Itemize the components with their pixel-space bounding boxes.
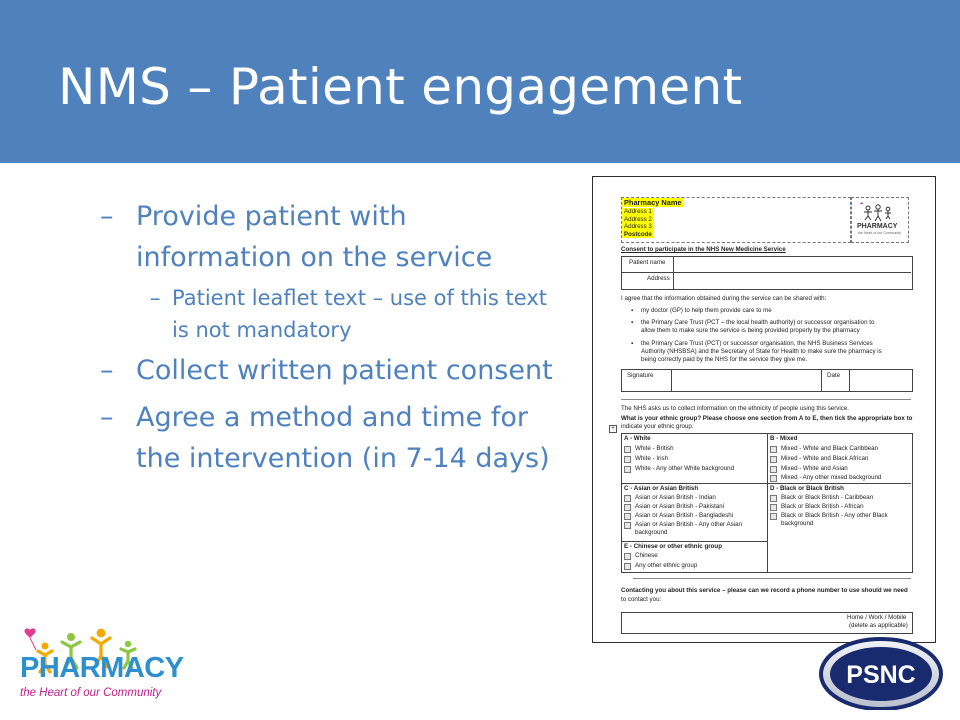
bullet-text: Agree a method and time for the intervention (in 7-14 days) [136, 402, 550, 474]
bullet-dot: ▪ [631, 307, 634, 314]
option-label: Black or Black British - African [781, 503, 864, 510]
option-label: Asian or Asian British - Pakistani [635, 503, 725, 510]
option-label: Asian or Asian British - Any other Asian [635, 521, 742, 528]
option-label: Mixed - White and Asian [781, 465, 848, 472]
mini-logo-tag: the Heart of our Community [858, 231, 901, 235]
date-label: Date [827, 372, 841, 379]
share-item: Authority (NHSBSA) and the Secretary of State for Health to make sure the pharmacy is [641, 348, 882, 355]
group-title: C - Asian or Asian British [624, 485, 699, 492]
signature-box [621, 369, 913, 392]
contact-heading: Contacting you about this service – please can we record a phone number to use should we need [621, 587, 908, 594]
checkbox [770, 456, 777, 463]
column-divider [849, 369, 850, 391]
mini-pharmacy-logo [851, 197, 909, 243]
option-label: Asian or Asian British - Indian [635, 494, 716, 501]
checkbox [770, 466, 777, 473]
psnc-logo-text: PSNC [846, 661, 916, 689]
option-label: Chinese [635, 552, 658, 559]
bullet-list [100, 196, 570, 485]
consent-form-image [592, 176, 936, 643]
option-label: Mixed - Any other mixed background [781, 474, 882, 481]
ethnicity-question: What is your ethnic group? Please choose one section from A to E, then tick the appropriate box to [621, 415, 913, 422]
address-line: Address 1 [624, 208, 652, 215]
checkbox [624, 522, 631, 529]
checkbox [770, 495, 777, 502]
pharmacy-logo-tagline: the Heart of our Community [20, 687, 162, 699]
option-label: Black or Black British - Caribbean [781, 494, 874, 501]
address-label: Address [647, 275, 670, 282]
share-item: my doctor (GP) to help them provide care to me [641, 307, 772, 314]
checkbox [624, 446, 631, 453]
bullet-dot: ▪ [631, 319, 634, 326]
checkbox [770, 513, 777, 520]
patient-name-label: Patient name [629, 259, 666, 266]
checkbox [624, 563, 631, 570]
slide-title: NMS – Patient engagement [58, 58, 743, 116]
bullet-text: Provide patient with information on the service [136, 201, 493, 273]
mini-logo-word: PHARMACY [857, 223, 898, 230]
pharmacy-logo-word: PHARMACY [20, 652, 184, 684]
dash-marker: – [100, 355, 114, 386]
option-label: Mixed - White and Black African [781, 455, 869, 462]
checkbox [624, 466, 631, 473]
pharmacy-name: Pharmacy Name [624, 198, 682, 207]
phone-type-note: (delete as applicable) [849, 622, 908, 629]
sub-bullet-item [100, 282, 570, 346]
group-title: B - Mixed [770, 435, 798, 442]
checkbox [624, 495, 631, 502]
group-title: A - White [624, 435, 651, 442]
column-divider [673, 256, 674, 289]
dash-marker: – [100, 201, 114, 232]
checkbox [770, 504, 777, 511]
column-divider [767, 433, 768, 572]
heart-balloon-icon [25, 628, 36, 638]
agree-text: I agree that the information obtained during the service can be shared with: [621, 295, 827, 302]
option-label: Any other ethnic group [635, 562, 698, 569]
option-label: Asian or Asian British - Bangladeshi [635, 512, 734, 519]
group-title: D - Black or Black British [770, 485, 844, 492]
bullet-item [100, 196, 570, 278]
share-item: the Primary Care Trust (PCT) or successor organisation, the NHS Business Services [641, 340, 873, 347]
column-divider [671, 369, 672, 391]
signature-label: Signature [627, 372, 654, 379]
group-title: E - Chinese or other ethnic group [624, 543, 722, 550]
dash-marker: – [100, 402, 114, 433]
row-divider [621, 483, 911, 484]
share-item: the Primary Care Trust (PCT – the local health authority) or successor organisation to [641, 319, 875, 326]
figures-icon [852, 198, 908, 242]
row-divider [621, 541, 767, 542]
table-move-handle-icon: + [609, 425, 617, 433]
consent-title: Consent to participate in the NHS New Medicine Service [621, 246, 786, 253]
address-line: Address 3 [624, 223, 652, 230]
contact-line2: to contact you: [621, 596, 662, 603]
psnc-logo [818, 636, 944, 710]
bullet-item [100, 350, 570, 391]
option-label-cont: background [781, 520, 814, 527]
checkbox [770, 475, 777, 482]
separator [633, 578, 911, 579]
share-item: being correctly paid by the NHS for the service they give me. [641, 356, 808, 363]
dash-marker: – [150, 286, 161, 310]
option-label-cont: background [635, 529, 668, 536]
option-label: Black or Black British - Any other Black [781, 512, 888, 519]
checkbox [624, 504, 631, 511]
address-line: Address 2 [624, 215, 652, 223]
checkbox [624, 456, 631, 463]
option-label: White - Any other White background [635, 465, 735, 472]
bullet-item [100, 397, 570, 479]
option-label: Mixed - White and Black Caribbean [781, 445, 878, 452]
postcode-line: Postcode [624, 230, 652, 238]
column-divider [821, 369, 822, 391]
share-item: allow them to make sure the service is being provided properly by the pharmacy [641, 327, 860, 334]
checkbox [624, 553, 631, 560]
option-label: White - British [635, 445, 674, 452]
sub-bullet-text: Patient leaflet text – use of this text is not mandatory [172, 286, 547, 342]
phone-type: Home / Work / Mobile [847, 614, 907, 621]
bullet-dot: ▪ [631, 340, 634, 347]
ethnicity-intro: The NHS asks us to collect information on the ethnicity of people using this service. [621, 405, 850, 412]
row-divider [621, 272, 911, 273]
option-label: White - Irish [635, 455, 669, 462]
ethnicity-question-line2: indicate your ethnic group. [621, 423, 694, 430]
bullet-text: Collect written patient consent [136, 355, 553, 386]
checkbox [770, 446, 777, 453]
checkbox [624, 513, 631, 520]
title-banner [0, 0, 960, 163]
separator [621, 399, 911, 400]
